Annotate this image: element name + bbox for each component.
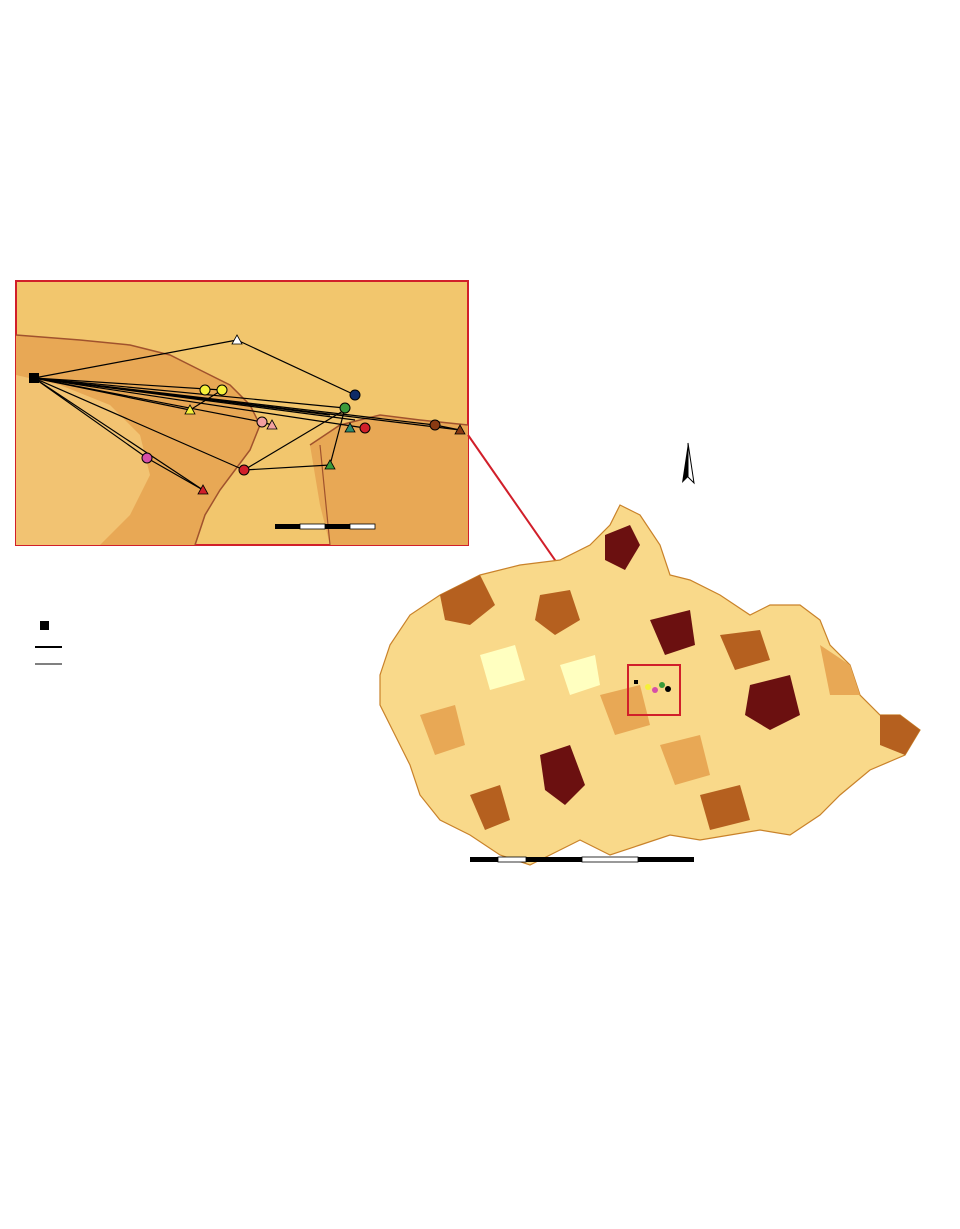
unweighted-center-marker [29, 373, 39, 383]
north-arrow-icon [682, 443, 694, 483]
inset-map [16, 281, 468, 545]
inset-scale-bar [275, 524, 375, 529]
figure-map [0, 275, 960, 915]
shift-legend [35, 621, 62, 664]
scale-bar [470, 857, 694, 862]
czech-map [380, 505, 920, 865]
